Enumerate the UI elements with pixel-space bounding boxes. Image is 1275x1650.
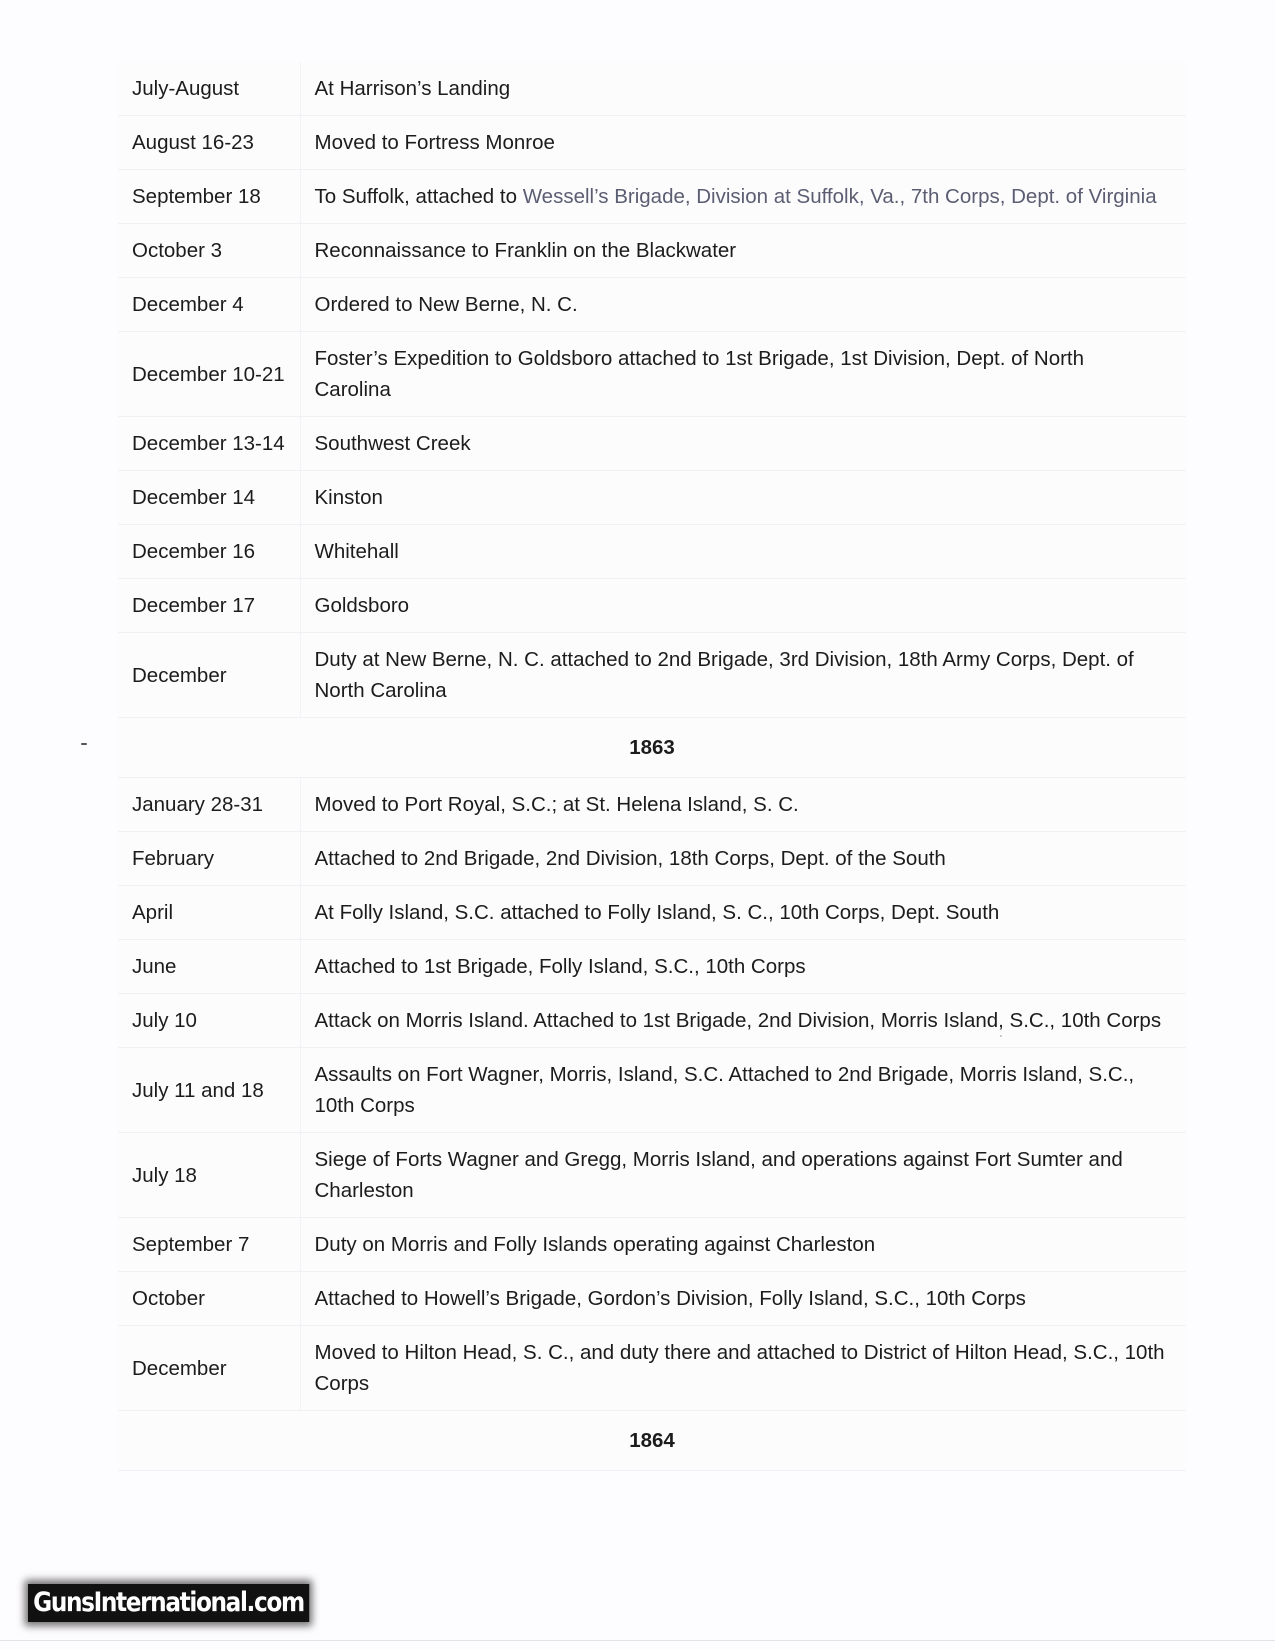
row-event: Attached to 2nd Brigade, 2nd Division, 18th Corps, Dept. of the South: [300, 832, 1186, 886]
row-event: Whitehall: [300, 525, 1186, 579]
row-event: Attack on Morris Island. Attached to 1st Brigade, 2nd Division, Morris Island, S.C., 10th Corps: [300, 994, 1186, 1048]
row-date: December 16: [118, 525, 300, 579]
year-heading-row: [118, 1411, 1186, 1471]
row-date: December 14: [118, 471, 300, 525]
table-row: [118, 940, 1186, 994]
row-event: Kinston: [300, 471, 1186, 525]
row-date: September 7: [118, 1218, 300, 1272]
row-date: December 13-14: [118, 417, 300, 471]
table-row: [118, 224, 1186, 278]
row-event: Ordered to New Berne, N. C.: [300, 278, 1186, 332]
row-event: Siege of Forts Wagner and Gregg, Morris Island, and operations against Fort Sumter and Charleston: [300, 1133, 1186, 1218]
row-date: April: [118, 886, 300, 940]
row-date: July 11 and 18: [118, 1048, 300, 1133]
table-row: [118, 278, 1186, 332]
row-event: Goldsboro: [300, 579, 1186, 633]
table-row: [118, 62, 1186, 116]
row-date: December 17: [118, 579, 300, 633]
page-bottom-edge: [0, 1640, 1275, 1641]
event-text: To Suffolk, attached to: [314, 185, 523, 208]
row-event: Southwest Creek: [300, 417, 1186, 471]
row-event: At Folly Island, S.C. attached to Folly Island, S. C., 10th Corps, Dept. South: [300, 886, 1186, 940]
row-event: Foster’s Expedition to Goldsboro attached to 1st Brigade, 1st Division, Dept. of North Carolina: [300, 332, 1186, 417]
table-row: [118, 471, 1186, 525]
row-date: August 16-23: [118, 116, 300, 170]
service-timeline-table: [118, 62, 1186, 1471]
row-date: January 28-31: [118, 778, 300, 832]
row-date: July-August: [118, 62, 300, 116]
table-row: [118, 1272, 1186, 1326]
table-row: [118, 1218, 1186, 1272]
row-date: December 4: [118, 278, 300, 332]
row-date: July 10: [118, 994, 300, 1048]
row-date: December: [118, 1326, 300, 1411]
table-row: [118, 332, 1186, 417]
table-row: [118, 1326, 1186, 1411]
row-date: December 10-21: [118, 332, 300, 417]
row-event: Attached to Howell’s Brigade, Gordon’s Division, Folly Island, S.C., 10th Corps: [300, 1272, 1186, 1326]
row-event: Duty on Morris and Folly Islands operating against Charleston: [300, 1218, 1186, 1272]
table-row: [118, 1048, 1186, 1133]
document-sheet: [118, 62, 1186, 1471]
table-row: [118, 633, 1186, 718]
row-date: September 18: [118, 170, 300, 224]
table-row: [118, 1133, 1186, 1218]
year-heading-row: [118, 718, 1186, 778]
row-event: [300, 170, 1186, 224]
table-row: [118, 994, 1186, 1048]
row-event: Duty at New Berne, N. C. attached to 2nd Brigade, 3rd Division, 18th Army Corps, Dept. of North Carolina: [300, 633, 1186, 718]
row-event: Moved to Hilton Head, S. C., and duty there and attached to District of Hilton Head, S.C., 10th Corps: [300, 1326, 1186, 1411]
row-event: Reconnaissance to Franklin on the Blackwater: [300, 224, 1186, 278]
year-heading: 1863: [118, 718, 1186, 778]
table-row: [118, 170, 1186, 224]
row-event: Assaults on Fort Wagner, Morris, Island, S.C. Attached to 2nd Brigade, Morris Island, S.C., 10th Corps: [300, 1048, 1186, 1133]
brigade-link[interactable]: Wessell’s Brigade, Division at Suffolk, Va., 7th Corps, Dept. of Virginia: [522, 185, 1157, 208]
year-heading: 1864: [118, 1411, 1186, 1471]
scan-artifact: [1000, 1035, 1002, 1037]
table-row: [118, 525, 1186, 579]
table-row: [118, 832, 1186, 886]
row-event: At Harrison’s Landing: [300, 62, 1186, 116]
table-row: [118, 579, 1186, 633]
row-date: December: [118, 633, 300, 718]
table-row: [118, 886, 1186, 940]
table-row: [118, 417, 1186, 471]
scan-artifact: [81, 743, 87, 745]
row-date: June: [118, 940, 300, 994]
row-date: October: [118, 1272, 300, 1326]
row-date: October 3: [118, 224, 300, 278]
table-row: [118, 778, 1186, 832]
row-event: Moved to Fortress Monroe: [300, 116, 1186, 170]
row-date: February: [118, 832, 300, 886]
row-event: Attached to 1st Brigade, Folly Island, S.C., 10th Corps: [300, 940, 1186, 994]
row-date: July 18: [118, 1133, 300, 1218]
watermark-logo: GunsInternational.com: [28, 1584, 309, 1622]
row-event: Moved to Port Royal, S.C.; at St. Helena Island, S. C.: [300, 778, 1186, 832]
table-row: [118, 116, 1186, 170]
